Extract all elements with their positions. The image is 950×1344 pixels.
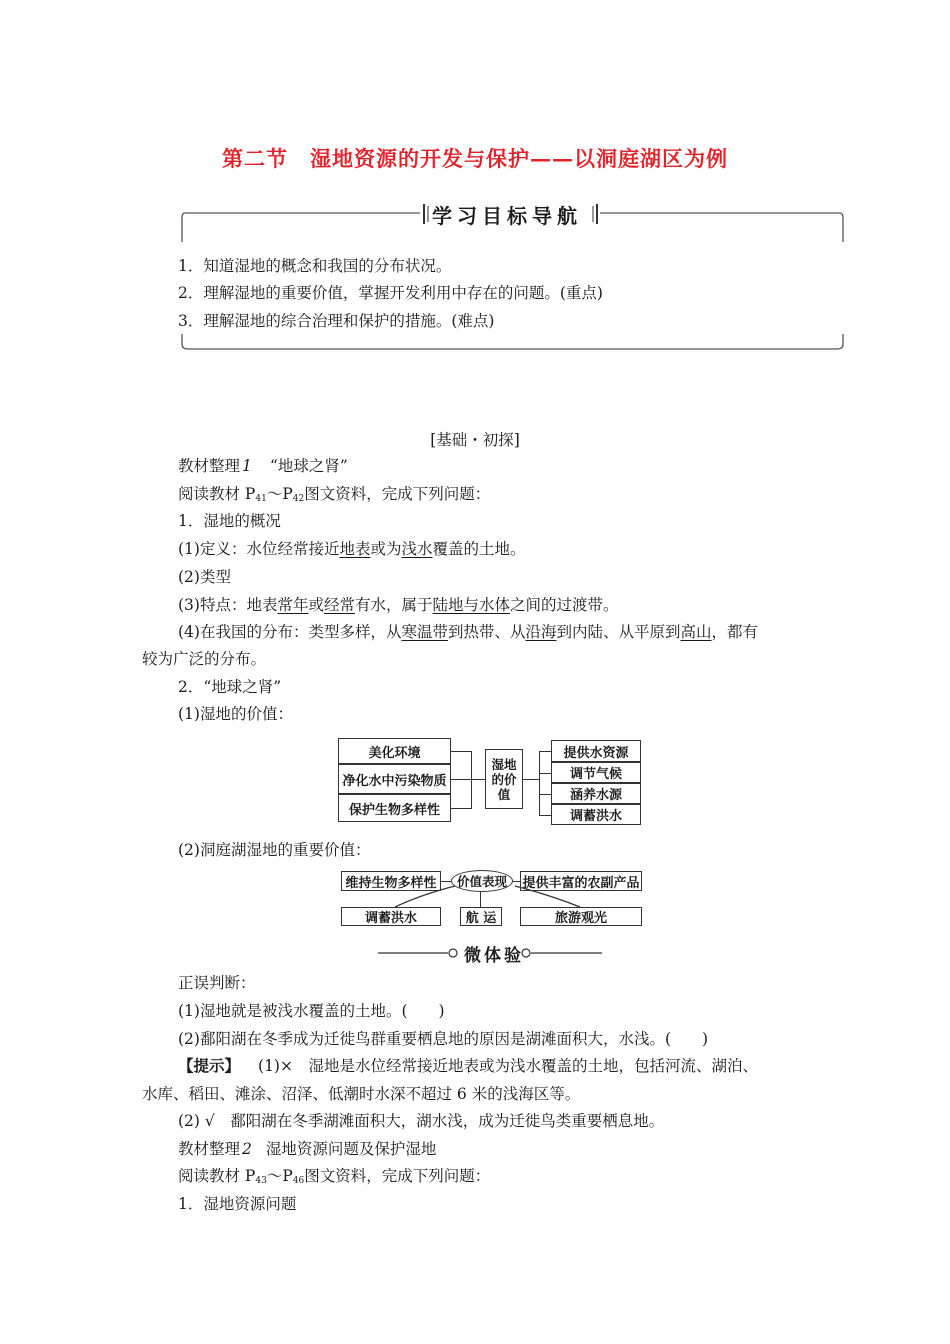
connector-line	[471, 751, 472, 809]
value-label: (1)湿地的价值：	[178, 705, 293, 723]
judge-label: 正误判断：	[178, 974, 256, 992]
diagram2-box: 维持生物多样性	[341, 871, 441, 891]
diagram2-box: 提供丰富的农副产品	[520, 871, 642, 891]
diagram2-box: 旅游观光	[520, 907, 642, 926]
objective-item: 1．知道湿地的概念和我国的分布状况。	[178, 257, 452, 275]
diagram-center-box: 湿地的价值	[485, 749, 523, 809]
objectives-heading: 学习目标导航	[432, 204, 582, 228]
connector-line	[451, 808, 471, 809]
connector-line	[441, 881, 451, 882]
connector-line	[539, 794, 551, 795]
connector-line	[523, 779, 539, 780]
connector-line	[451, 779, 485, 780]
diagram2-box: 航 运	[460, 907, 502, 926]
part1-read-instruction: 阅读教材 $P_{41}\sim P_{42}$图文资料，完成下列问题：	[178, 485, 491, 504]
part1-heading-2: 2．“地球之肾”	[178, 678, 282, 696]
part2-read-instruction: 阅读教材 $P_{43}\sim P_{46}$图文资料，完成下列问题：	[178, 1167, 491, 1186]
connector-line	[451, 751, 471, 752]
type-line: (2)类型	[178, 568, 231, 586]
judge-question: (2)鄱阳湖在冬季成为迁徙鸟群重要栖息地的原因是湖滩面积大，水浅。( )	[178, 1030, 709, 1048]
diagram-box-left: 净化水中污染物质	[338, 764, 451, 794]
diagram-box-left: 保护生物多样性	[338, 794, 451, 822]
hint-line-2: 水库、稻田、滩涂、沼泽、低潮时水深不超过 6 米的浅海区等。	[142, 1085, 581, 1103]
distribution-line: (4)在我国的分布：类型多样，从寒温带到热带、从沿海到内陆、从平原到高山，都有	[178, 623, 759, 641]
diagram2-box: 调蓄洪水	[341, 907, 441, 926]
part1-label: 教材整理 1 “地球之肾”	[178, 457, 348, 475]
connector-line	[539, 773, 551, 774]
part2-label: 教材整理 2 湿地资源问题及保护湿地	[178, 1140, 437, 1158]
distribution-line-2: 较为广泛的分布。	[142, 650, 267, 668]
part1-heading-1: 1．湿地的概况	[178, 512, 281, 530]
definition-line: (1)定义：水位经常接近地表或为浅水覆盖的土地。	[178, 540, 526, 558]
diagram-box-left: 美化环境	[338, 738, 451, 764]
hint-line: 【提示】 (1)× 湿地是水位经常接近地表或为浅水覆盖的土地，包括河流、湖泊、	[178, 1056, 758, 1075]
connector-line	[539, 751, 551, 752]
hint-line-3: (2) √ 鄱阳湖在冬季湖滩面积大，湖水浅，成为迁徙鸟类重要栖息地。	[178, 1112, 665, 1130]
part2-heading-1: 1．湿地资源问题	[178, 1195, 297, 1213]
diagram-box-right: 提供水资源	[551, 740, 641, 762]
dongting-value-label: (2)洞庭湖湿地的重要价值：	[178, 841, 371, 859]
diagram-box-right: 调蓄洪水	[551, 804, 641, 825]
feature-line: (3)特点：地表常年或经常有水，属于陆地与水体之间的过渡带。	[178, 596, 619, 614]
objective-item: 2．理解湿地的重要价值，掌握开发利用中存在的问题。(重点)	[178, 284, 603, 302]
mini-heading: 微体验	[464, 946, 524, 966]
diagram-box-right: 调节气候	[551, 762, 641, 783]
page-title: 第二节 湿地资源的开发与保护——以洞庭湖区为例	[222, 146, 728, 171]
connector-line	[513, 881, 520, 882]
connector-line	[539, 751, 540, 816]
diagram-box-right: 涵养水源	[551, 783, 641, 804]
section-tag: [基础・初探]	[430, 431, 520, 449]
diagram2-center-ellipse: 价值表现	[451, 870, 513, 892]
objective-item: 3．理解湿地的综合治理和保护的措施。(难点)	[178, 312, 495, 330]
connector-line	[539, 815, 551, 816]
judge-question: (1)湿地就是被浅水覆盖的土地。( )	[178, 1002, 445, 1020]
